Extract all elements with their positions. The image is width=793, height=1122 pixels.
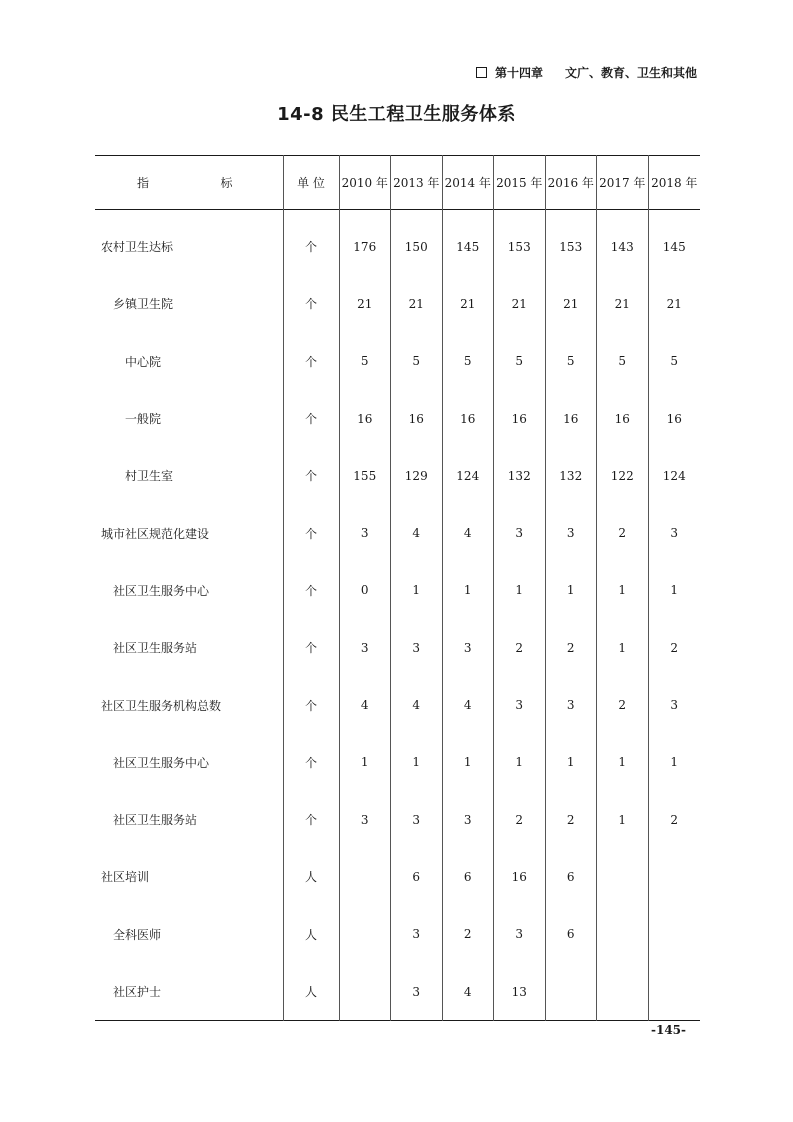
row-unit: 个	[283, 619, 339, 676]
row-value: 1	[597, 734, 649, 791]
table-row	[95, 504, 700, 561]
row-label: 中心院	[125, 354, 162, 369]
row-value: 1	[648, 734, 700, 791]
row-value: 16	[391, 390, 443, 447]
row-unit: 个	[283, 562, 339, 619]
table-row	[95, 963, 700, 1021]
row-unit: 个	[283, 676, 339, 733]
row-value: 4	[442, 676, 494, 733]
row-value: 1	[442, 734, 494, 791]
row-value: 5	[545, 333, 597, 390]
row-value: 3	[339, 791, 391, 848]
row-value: 3	[442, 791, 494, 848]
row-value: 129	[391, 447, 443, 504]
table-row	[95, 906, 700, 963]
row-unit: 个	[283, 210, 339, 276]
row-unit: 个	[283, 791, 339, 848]
row-value	[597, 906, 649, 963]
row-value: 21	[339, 275, 391, 332]
row-value	[339, 906, 391, 963]
row-value: 3	[391, 791, 443, 848]
row-value: 1	[648, 562, 700, 619]
row-value: 4	[339, 676, 391, 733]
row-unit: 个	[283, 504, 339, 561]
row-value: 4	[391, 504, 443, 561]
row-value: 153	[494, 210, 546, 276]
row-label: 社区培训	[101, 870, 150, 885]
table-row	[95, 210, 700, 276]
year-header: 2014 年	[442, 156, 494, 210]
row-value: 2	[597, 504, 649, 561]
row-label: 农村卫生达标	[101, 240, 174, 255]
square-icon	[476, 67, 487, 78]
row-unit: 人	[283, 906, 339, 963]
row-value: 21	[442, 275, 494, 332]
row-value: 1	[597, 562, 649, 619]
year-header: 2018 年	[648, 156, 700, 210]
chapter-label: 第十四章	[494, 66, 543, 80]
table-row	[95, 447, 700, 504]
row-value: 5	[597, 333, 649, 390]
row-label: 社区卫生服务站	[113, 641, 198, 656]
row-value: 1	[442, 562, 494, 619]
row-value: 3	[545, 504, 597, 561]
chapter-topic: 文广、教育、卫生和其他	[564, 66, 697, 80]
row-unit: 人	[283, 848, 339, 905]
row-value: 3	[339, 504, 391, 561]
row-value	[545, 963, 597, 1021]
row-value: 1	[545, 734, 597, 791]
row-value: 16	[597, 390, 649, 447]
row-value: 4	[391, 676, 443, 733]
row-value: 155	[339, 447, 391, 504]
row-unit: 个	[283, 447, 339, 504]
running-head	[476, 64, 697, 81]
row-value: 21	[494, 275, 546, 332]
indicator-header-left: 指	[137, 176, 150, 190]
row-label: 社区卫生服务中心	[113, 755, 210, 770]
row-value: 16	[494, 848, 546, 905]
row-value: 6	[391, 848, 443, 905]
row-value: 6	[442, 848, 494, 905]
row-label: 村卫生室	[125, 469, 174, 484]
row-value: 145	[648, 210, 700, 276]
row-label: 社区卫生服务中心	[113, 583, 210, 598]
row-value: 1	[597, 619, 649, 676]
row-value: 6	[545, 848, 597, 905]
row-value: 150	[391, 210, 443, 276]
table-row	[95, 619, 700, 676]
row-value: 1	[597, 791, 649, 848]
row-label: 社区卫生服务站	[113, 813, 198, 828]
row-value: 3	[391, 963, 443, 1021]
row-value: 3	[494, 504, 546, 561]
row-value: 2	[648, 791, 700, 848]
row-unit: 个	[283, 734, 339, 791]
row-value: 3	[494, 676, 546, 733]
row-value	[339, 963, 391, 1021]
row-value: 13	[494, 963, 546, 1021]
row-value: 5	[391, 333, 443, 390]
table-row	[95, 275, 700, 332]
table-row	[95, 390, 700, 447]
row-value: 2	[494, 619, 546, 676]
row-value	[648, 906, 700, 963]
year-header: 2010 年	[339, 156, 391, 210]
row-value: 124	[442, 447, 494, 504]
table-row	[95, 562, 700, 619]
row-value: 124	[648, 447, 700, 504]
year-header: 2015 年	[494, 156, 546, 210]
row-value: 2	[648, 619, 700, 676]
row-value: 4	[442, 963, 494, 1021]
header-row	[95, 156, 700, 210]
row-value: 122	[597, 447, 649, 504]
row-value: 153	[545, 210, 597, 276]
table-body	[95, 210, 700, 1021]
row-value: 5	[494, 333, 546, 390]
unit-header: 单 位	[283, 156, 339, 210]
row-value: 2	[545, 791, 597, 848]
row-value: 3	[391, 619, 443, 676]
row-value: 16	[442, 390, 494, 447]
table-row	[95, 676, 700, 733]
row-label: 全科医师	[113, 927, 162, 942]
row-value	[597, 963, 649, 1021]
row-value: 1	[494, 562, 546, 619]
row-value: 176	[339, 210, 391, 276]
row-value: 1	[391, 734, 443, 791]
table-title: 14-8 民生工程卫生服务体系	[277, 104, 516, 125]
row-value: 16	[648, 390, 700, 447]
row-value: 2	[597, 676, 649, 733]
row-label: 一般院	[125, 412, 162, 427]
row-value: 132	[494, 447, 546, 504]
row-value: 1	[339, 734, 391, 791]
row-value: 16	[339, 390, 391, 447]
row-unit: 个	[283, 275, 339, 332]
row-value: 3	[648, 504, 700, 561]
row-value: 2	[442, 906, 494, 963]
row-value: 3	[391, 906, 443, 963]
row-value: 5	[442, 333, 494, 390]
row-unit: 个	[283, 333, 339, 390]
indicator-header-right: 标	[220, 176, 233, 190]
row-value: 132	[545, 447, 597, 504]
row-value: 3	[545, 676, 597, 733]
year-header: 2017 年	[597, 156, 649, 210]
table-row	[95, 734, 700, 791]
row-unit: 人	[283, 963, 339, 1021]
row-value: 1	[545, 562, 597, 619]
row-value	[648, 848, 700, 905]
table-row	[95, 848, 700, 905]
table-row	[95, 333, 700, 390]
row-value: 21	[597, 275, 649, 332]
row-value	[648, 963, 700, 1021]
row-label: 社区卫生服务机构总数	[101, 698, 222, 713]
row-value: 2	[545, 619, 597, 676]
indicator-header	[95, 156, 283, 210]
table-row	[95, 791, 700, 848]
row-label: 乡镇卫生院	[113, 297, 174, 312]
row-value	[339, 848, 391, 905]
year-header: 2016 年	[545, 156, 597, 210]
page-number: -145-	[650, 1023, 686, 1037]
row-value	[597, 848, 649, 905]
row-value: 21	[391, 275, 443, 332]
row-unit: 个	[283, 390, 339, 447]
row-value: 1	[494, 734, 546, 791]
row-label: 社区护士	[113, 985, 162, 999]
row-value: 3	[494, 906, 546, 963]
row-value: 3	[339, 619, 391, 676]
row-value: 2	[494, 791, 546, 848]
row-label: 城市社区规范化建设	[101, 526, 210, 541]
row-value: 145	[442, 210, 494, 276]
year-header: 2013 年	[391, 156, 443, 210]
row-value: 3	[442, 619, 494, 676]
row-value: 5	[339, 333, 391, 390]
row-value: 143	[597, 210, 649, 276]
row-value: 0	[339, 562, 391, 619]
row-value: 4	[442, 504, 494, 561]
row-value: 5	[648, 333, 700, 390]
row-value: 16	[545, 390, 597, 447]
table-header	[95, 156, 700, 210]
row-value: 3	[648, 676, 700, 733]
row-value: 1	[391, 562, 443, 619]
data-table	[95, 155, 700, 1021]
row-value: 16	[494, 390, 546, 447]
row-value: 21	[648, 275, 700, 332]
row-value: 6	[545, 906, 597, 963]
row-value: 21	[545, 275, 597, 332]
